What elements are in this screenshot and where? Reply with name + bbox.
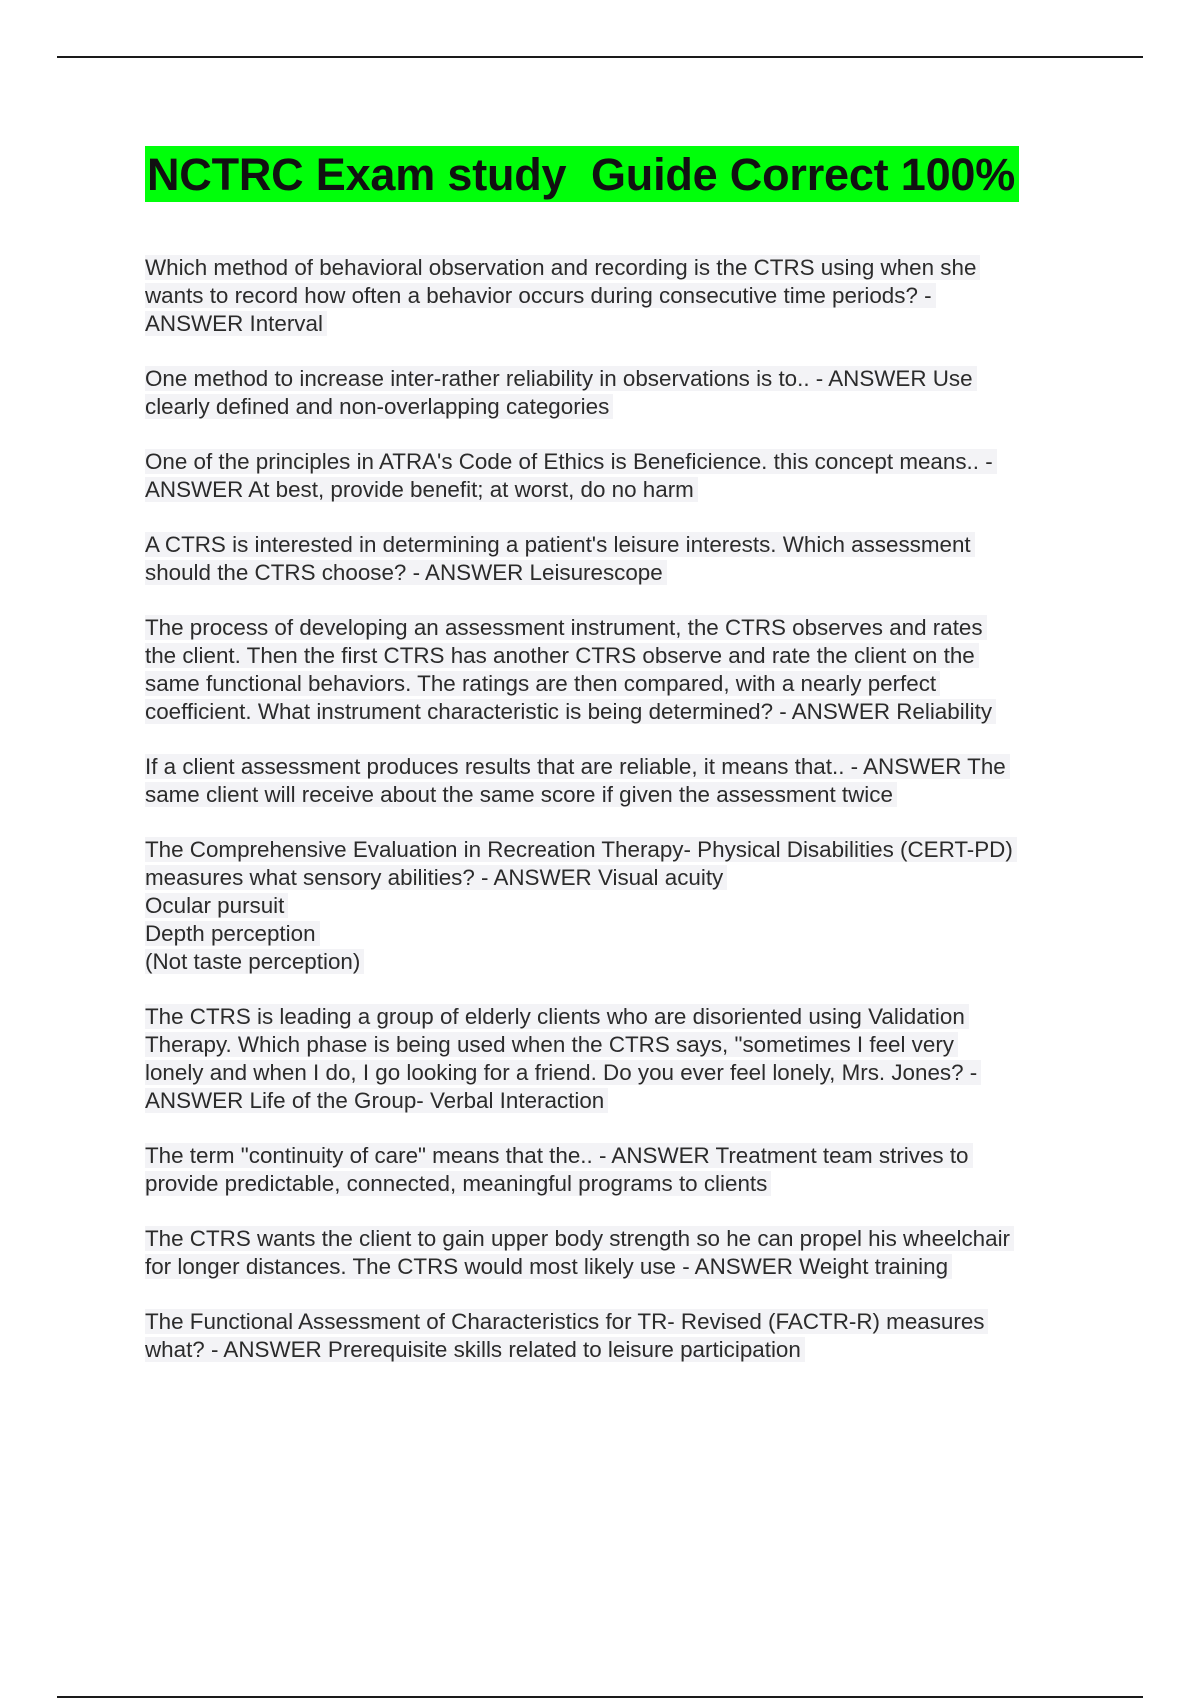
qa-line-text: Depth perception bbox=[145, 921, 320, 946]
qa-line bbox=[145, 1253, 1095, 1281]
qa-line-text: The CTRS is leading a group of elderly clients who are disoriented using Validation bbox=[145, 1004, 969, 1029]
qa-line-text: wants to record how often a behavior occurs during consecutive time periods? - bbox=[145, 283, 936, 308]
qa-line-text: what? - ANSWER Prerequisite skills related to leisure participation bbox=[145, 1337, 805, 1362]
qa-line-text: One method to increase inter-rather reliability in observations is to.. - ANSWER Use bbox=[145, 366, 977, 391]
qa-line bbox=[145, 1142, 1095, 1170]
qa-item bbox=[145, 1003, 1095, 1115]
qa-line bbox=[145, 559, 1095, 587]
qa-line bbox=[145, 282, 1095, 310]
qa-line-text: clearly defined and non-overlapping categories bbox=[145, 394, 613, 419]
qa-line bbox=[145, 1003, 1095, 1031]
qa-line-text: Which method of behavioral observation and recording is the CTRS using when she bbox=[145, 255, 980, 280]
qa-line-text: same functional behaviors. The ratings are then compared, with a nearly perfect bbox=[145, 671, 940, 696]
qa-line bbox=[145, 310, 1095, 338]
qa-line-text: measures what sensory abilities? - ANSWER Visual acuity bbox=[145, 865, 727, 890]
qa-item bbox=[145, 448, 1095, 504]
qa-line-text: should the CTRS choose? - ANSWER Leisurescope bbox=[145, 560, 667, 585]
qa-line-text: The Comprehensive Evaluation in Recreation Therapy- Physical Disabilities (CERT-PD) bbox=[145, 837, 1017, 862]
qa-item bbox=[145, 614, 1095, 726]
qa-list bbox=[145, 254, 1095, 1364]
qa-line bbox=[145, 1031, 1095, 1059]
qa-line bbox=[145, 836, 1095, 864]
qa-line bbox=[145, 892, 1095, 920]
qa-line-text: for longer distances. The CTRS would most likely use - ANSWER Weight training bbox=[145, 1254, 952, 1279]
qa-line bbox=[145, 476, 1095, 504]
document-body bbox=[145, 146, 1095, 1391]
top-rule bbox=[57, 56, 1143, 58]
qa-line bbox=[145, 254, 1095, 282]
qa-line-text: coefficient. What instrument characteristic is being determined? - ANSWER Reliability bbox=[145, 699, 996, 724]
qa-item bbox=[145, 254, 1095, 338]
qa-line bbox=[145, 531, 1095, 559]
qa-line-text: same client will receive about the same score if given the assessment twice bbox=[145, 782, 897, 807]
qa-line bbox=[145, 698, 1095, 726]
qa-line-text: ANSWER At best, provide benefit; at worst, do no harm bbox=[145, 477, 698, 502]
qa-line bbox=[145, 614, 1095, 642]
qa-line bbox=[145, 1308, 1095, 1336]
qa-line bbox=[145, 1170, 1095, 1198]
qa-line-text: lonely and when I do, I go looking for a friend. Do you ever feel lonely, Mrs. Jones? - bbox=[145, 1060, 981, 1085]
qa-line bbox=[145, 753, 1095, 781]
qa-line bbox=[145, 948, 1095, 976]
qa-line bbox=[145, 448, 1095, 476]
qa-line-text: Therapy. Which phase is being used when the CTRS says, "sometimes I feel very bbox=[145, 1032, 958, 1057]
page-title: NCTRC Exam study Guide Correct 100% bbox=[145, 146, 1019, 202]
bottom-rule bbox=[57, 1696, 1143, 1698]
qa-line bbox=[145, 365, 1095, 393]
qa-line bbox=[145, 1087, 1095, 1115]
qa-line bbox=[145, 781, 1095, 809]
qa-line-text: (Not taste perception) bbox=[145, 949, 364, 974]
qa-line-text: The Functional Assessment of Characteristics for TR- Revised (FACTR-R) measures bbox=[145, 1309, 988, 1334]
qa-line-text: provide predictable, connected, meaningful programs to clients bbox=[145, 1171, 771, 1196]
qa-line bbox=[145, 1059, 1095, 1087]
qa-line-text: The CTRS wants the client to gain upper body strength so he can propel his wheelchair bbox=[145, 1226, 1014, 1251]
qa-line-text: ANSWER Life of the Group- Verbal Interaction bbox=[145, 1088, 608, 1113]
qa-line bbox=[145, 393, 1095, 421]
qa-line bbox=[145, 1225, 1095, 1253]
qa-line-text: A CTRS is interested in determining a patient's leisure interests. Which assessment bbox=[145, 532, 975, 557]
qa-item bbox=[145, 836, 1095, 976]
qa-item bbox=[145, 753, 1095, 809]
qa-line-text: If a client assessment produces results that are reliable, it means that.. - ANSWER The bbox=[145, 754, 1010, 779]
qa-line bbox=[145, 670, 1095, 698]
qa-line bbox=[145, 1336, 1095, 1364]
qa-line-text: The term "continuity of care" means that the.. - ANSWER Treatment team strives to bbox=[145, 1143, 973, 1168]
qa-item bbox=[145, 1142, 1095, 1198]
qa-line-text: ANSWER Interval bbox=[145, 311, 327, 336]
qa-line bbox=[145, 920, 1095, 948]
qa-item bbox=[145, 531, 1095, 587]
qa-line-text: The process of developing an assessment instrument, the CTRS observes and rates bbox=[145, 615, 987, 640]
qa-line-text: One of the principles in ATRA's Code of Ethics is Beneficience. this concept means.. - bbox=[145, 449, 997, 474]
qa-line bbox=[145, 642, 1095, 670]
qa-line-text: the client. Then the first CTRS has another CTRS observe and rate the client on the bbox=[145, 643, 979, 668]
qa-line-text: Ocular pursuit bbox=[145, 893, 288, 918]
qa-item bbox=[145, 1308, 1095, 1364]
qa-item bbox=[145, 1225, 1095, 1281]
qa-line bbox=[145, 864, 1095, 892]
qa-item bbox=[145, 365, 1095, 421]
